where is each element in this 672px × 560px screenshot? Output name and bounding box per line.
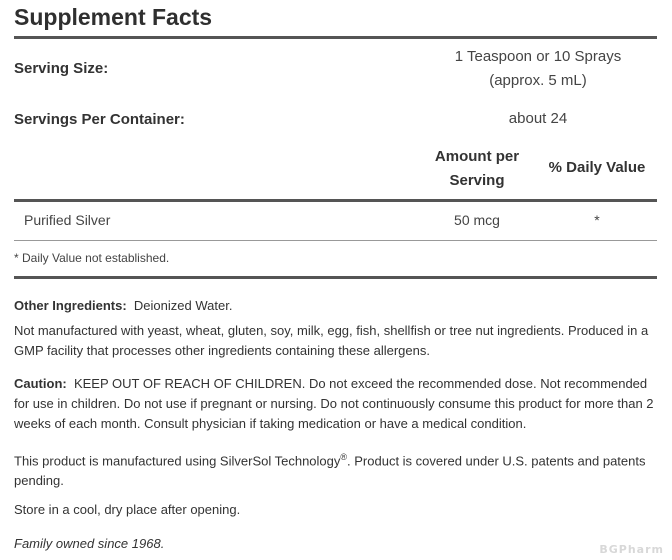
- serving-size-line2: (approx. 5 mL): [489, 72, 587, 89]
- other-ingredients-label: Other Ingredients:: [14, 298, 127, 313]
- amount-per-serving-header: [420, 145, 534, 193]
- amount-header-line1: Amount per: [434, 148, 520, 165]
- top-rule: [14, 36, 657, 39]
- family-owned: Family owned since 1968.: [14, 536, 165, 551]
- nutrient-rule: [14, 240, 657, 241]
- allergen-statement: Not manufactured with yeast, wheat, gluten, soy, milk, egg, fish, shellfish or tree nut ingredients. Produced in a GMP facility that processes other ingredients containing these allergens.: [14, 323, 649, 358]
- header-rule: [14, 199, 657, 202]
- technology-statement: [14, 447, 654, 491]
- daily-value-header: % Daily Value: [548, 159, 646, 176]
- other-ingredients: [14, 296, 654, 316]
- serving-size-line1: 1 Teaspoon or 10 Sprays: [454, 48, 622, 65]
- technology-text-after: . Product is covered under U.S. patents and patents pending.: [14, 453, 646, 489]
- caution-text: KEEP OUT OF REACH OF CHILDREN. Do not exceed the recommended dose. Not recommended for use in children. Do not use if pregnant or nursing. Do not continuously consume this product for more than 2 weeks of each month. Consult physician if taking medication or have a medical condition.: [14, 376, 654, 431]
- storage-instructions: Store in a cool, dry place after opening.: [14, 502, 241, 517]
- servings-per-container-label: Servings Per Container:: [14, 111, 185, 128]
- facts-title: Supplement Facts: [14, 4, 213, 30]
- serving-size-label: Serving Size:: [14, 60, 109, 77]
- footnote: * Daily Value not established.: [14, 251, 170, 265]
- caution-label: Caution:: [14, 376, 67, 391]
- amount-header-line2: Serving: [449, 172, 505, 189]
- nutrient-dv: *: [594, 212, 600, 228]
- bottom-rule: [14, 276, 657, 279]
- nutrient-name: Purified Silver: [24, 212, 111, 228]
- nutrient-amount: 50 mcg: [454, 212, 500, 228]
- serving-size-value: [420, 45, 656, 93]
- registered-mark: ®: [340, 452, 348, 462]
- watermark: BGPharm: [599, 543, 664, 556]
- servings-per-container-value: about 24: [508, 110, 568, 127]
- technology-text-before: This product is manufactured using SilverSol Technology: [14, 453, 341, 469]
- other-ingredients-value: Deionized Water.: [133, 298, 233, 313]
- caution-block: [14, 374, 654, 434]
